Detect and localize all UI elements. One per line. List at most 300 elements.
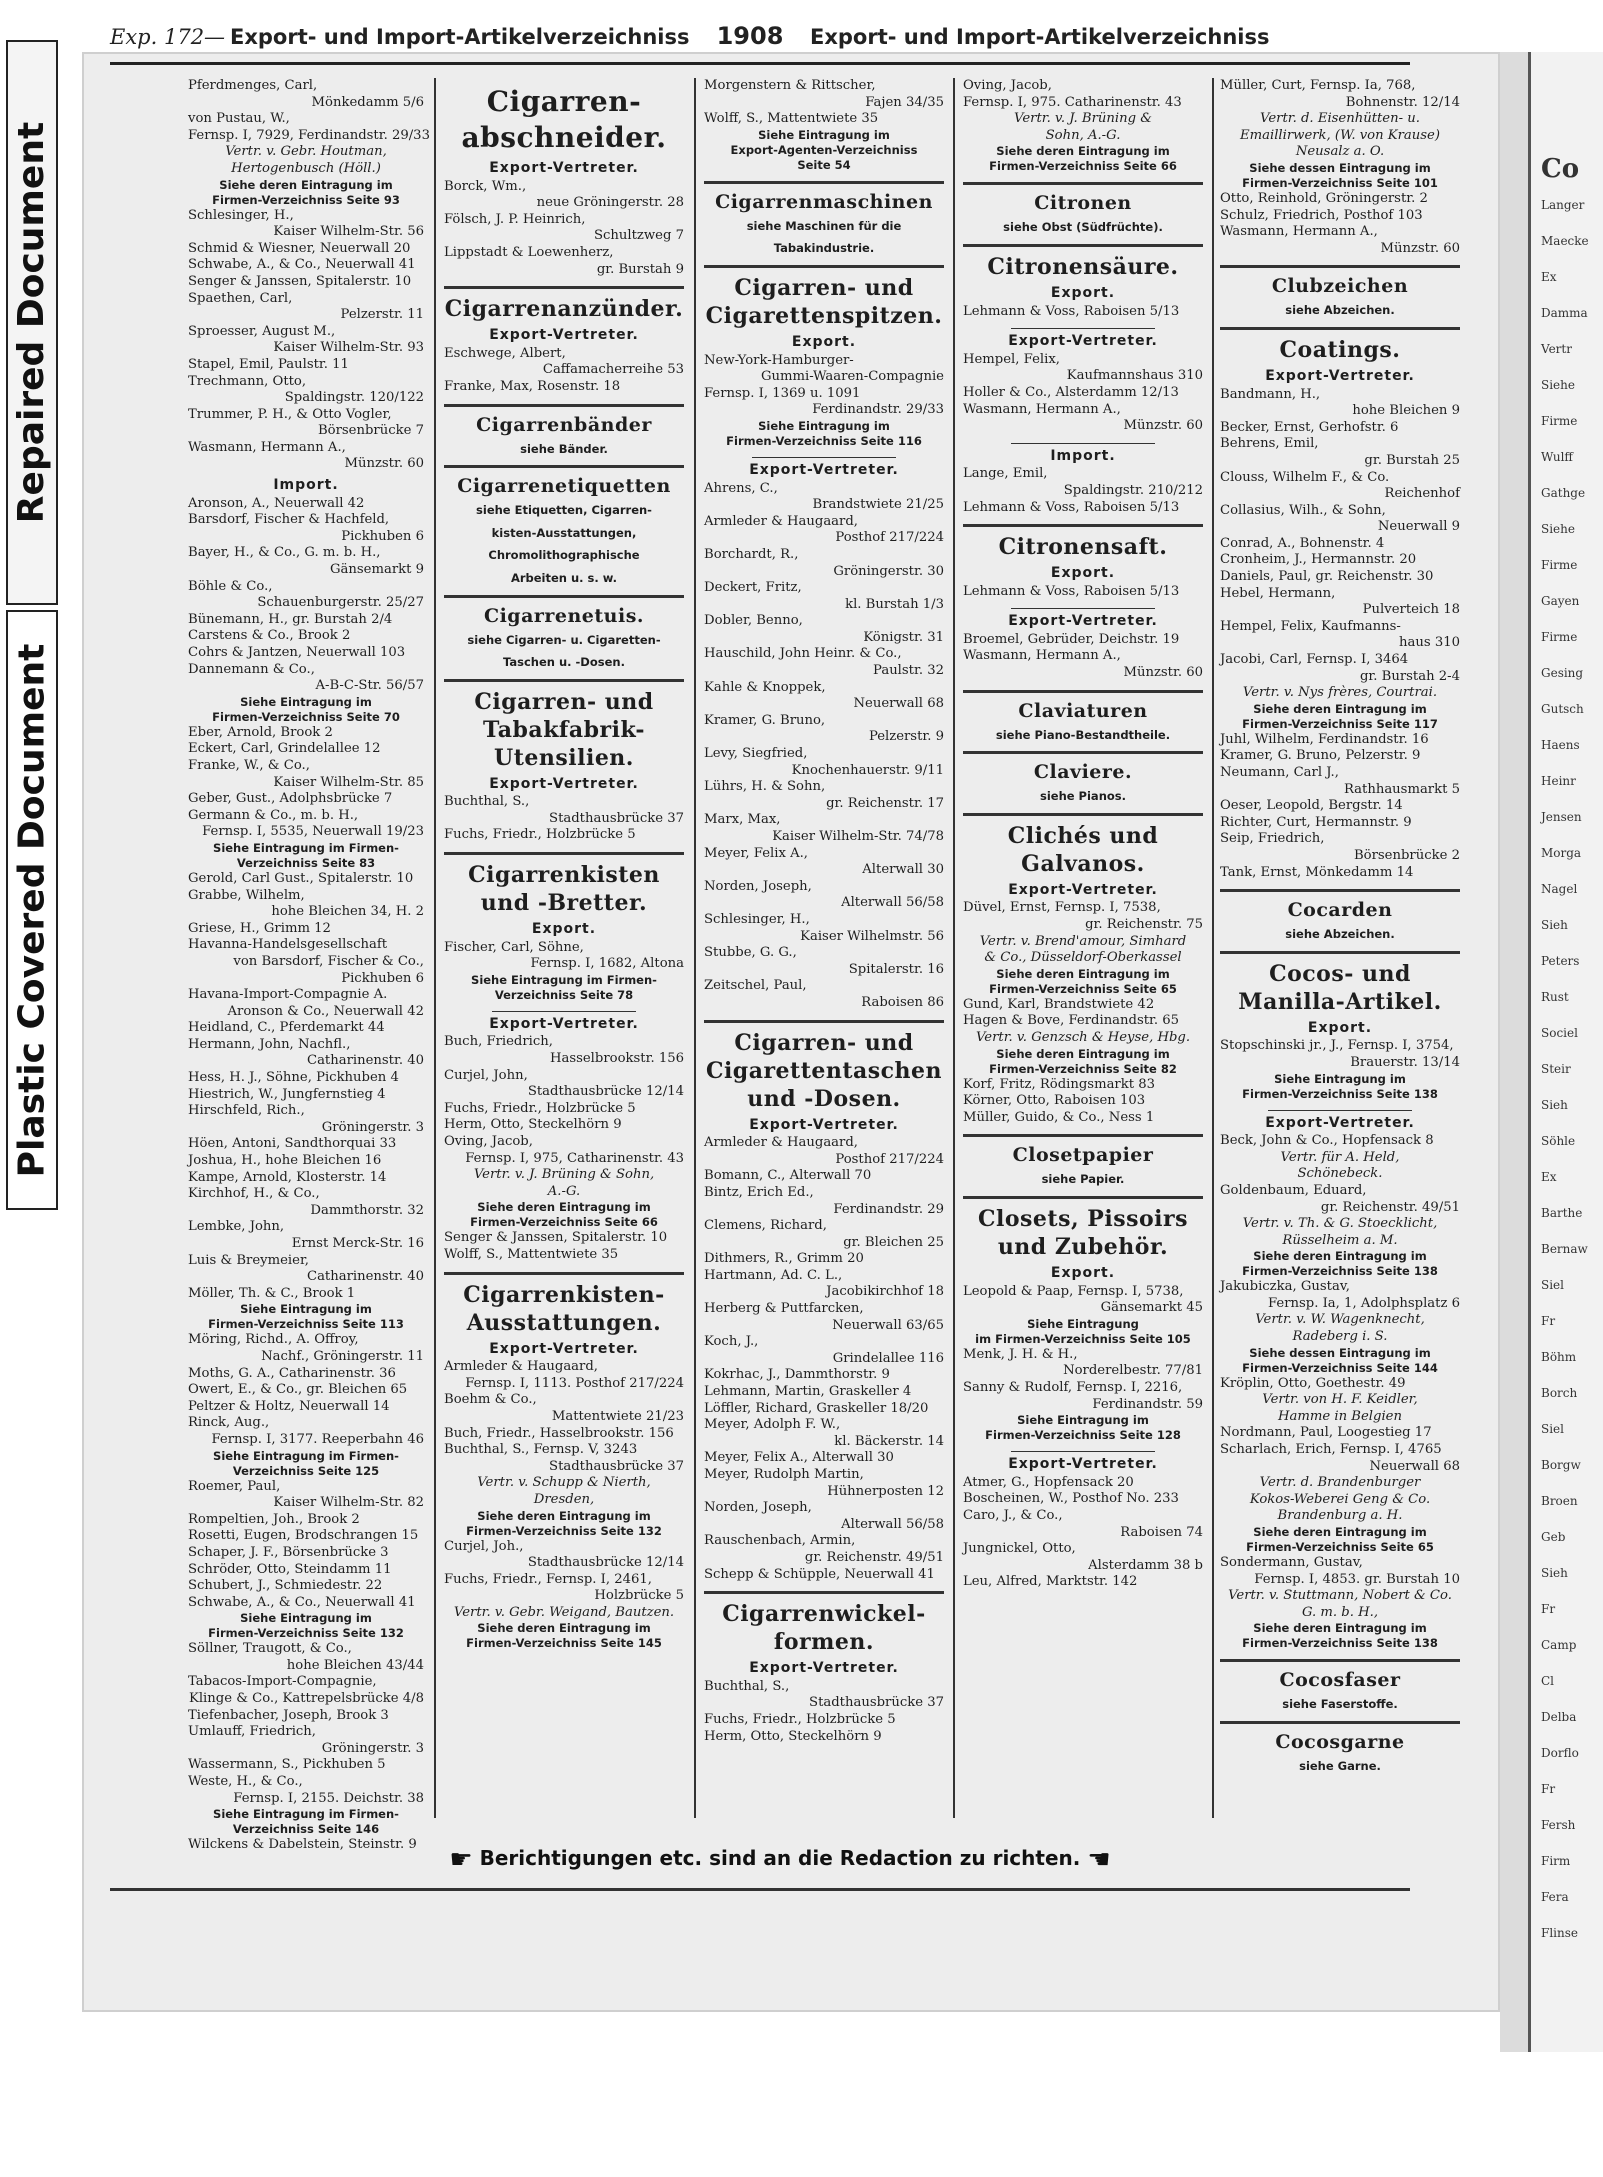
section-rule bbox=[444, 679, 684, 682]
see-also-note: Arbeiten u. s. w. bbox=[510, 570, 618, 585]
entry-line: Brauerstr. 13/14 bbox=[1350, 1054, 1460, 1070]
section-heading: Clubzeichen bbox=[1271, 275, 1409, 298]
adjacent-page-fragment: Dorflo bbox=[1541, 1746, 1579, 1760]
entry-line: Schlesinger, H., bbox=[704, 911, 810, 927]
entry-line: Armleder & Haugaard, bbox=[444, 1359, 598, 1375]
entry-line: Fernsp. I, 7929, Ferdinandstr. 29/33 bbox=[188, 127, 430, 143]
see-also-note: siehe Faserstoffe. bbox=[1282, 1697, 1398, 1712]
entry-line: Schröder, Otto, Steindamm 11 bbox=[188, 1561, 392, 1577]
adjacent-page-fragment: Ex bbox=[1541, 270, 1557, 284]
section-rule bbox=[444, 286, 684, 289]
entry-line: Wasmann, Hermann A., bbox=[188, 439, 346, 455]
entry-line: Kaufmannshaus 310 bbox=[1066, 368, 1203, 384]
entry-line: Firmen-Verzeichniss Seite 82 bbox=[989, 1061, 1177, 1076]
entry-line: Armleder & Haugaard, bbox=[704, 513, 858, 529]
adjacent-page-fragment: Cl bbox=[1541, 1674, 1555, 1688]
subsection-label: Export-Vertreter. bbox=[1008, 613, 1158, 630]
entry-line: Emaillirwerk, (W. von Krause) bbox=[1239, 127, 1441, 143]
short-rule bbox=[1011, 608, 1155, 609]
entry-line: Goldenbaum, Eduard, bbox=[1220, 1182, 1367, 1198]
section-rule bbox=[444, 595, 684, 598]
entry-line: Fernsp. I, 5535, Neuerwall 19/23 bbox=[202, 824, 424, 840]
entry-line: Ahrens, C., bbox=[704, 480, 778, 496]
entry-line: Düvel, Ernst, Fernsp. I, 7538, bbox=[963, 900, 1161, 916]
entry-line: Firmen-Verzeichniss Seite 66 bbox=[470, 1215, 658, 1230]
entry-line: Schönebeck. bbox=[1297, 1166, 1383, 1182]
entry-line: Caro, J., & Co., bbox=[963, 1507, 1063, 1523]
section-heading: Citronensäure. bbox=[987, 253, 1179, 280]
entry-line: haus 310 bbox=[1399, 635, 1460, 651]
adjacent-page-fragment: Böhm bbox=[1541, 1350, 1577, 1364]
section-heading: Cigarrenkisten-Ausstattungen. bbox=[463, 1281, 665, 1336]
section-heading: Cigarrenbänder bbox=[476, 413, 652, 436]
entry-line: Schwabe, A., & Co., Neuerwall 41 bbox=[188, 257, 416, 273]
entry-line: Bohnenstr. 12/14 bbox=[1345, 94, 1460, 110]
adjacent-page-fragment: Fera bbox=[1541, 1890, 1569, 1904]
section-heading: Cocos- und Manilla-Artikel. bbox=[1238, 960, 1442, 1015]
entry-line: Firmen-Verzeichniss Seite 144 bbox=[1242, 1360, 1438, 1375]
entry-line: Hess, H. J., Söhne, Pickhuben 4 bbox=[188, 1070, 399, 1086]
side-tabs bbox=[0, 40, 64, 2050]
adjacent-page-fragment: Maecke bbox=[1541, 234, 1589, 248]
entry-line: Aronson & Co., Neuerwall 42 bbox=[227, 1003, 424, 1019]
entry-line: gr. Reichenstr. 49/51 bbox=[804, 1549, 944, 1565]
adjacent-page-fragment: Vertr bbox=[1541, 342, 1572, 356]
entry-line: Fernsp. I, 3177. Reeperbahn 46 bbox=[211, 1431, 424, 1447]
entry-line: Schwabe, A., & Co., Neuerwall 41 bbox=[188, 1594, 416, 1610]
entry-line: Fuchs, Friedr., Fernsp. I, 2461, bbox=[444, 1571, 652, 1587]
section-heading: Cigarrenanzünder. bbox=[444, 296, 684, 323]
entry-line: Böhle & Co., bbox=[188, 578, 273, 594]
entry-line: Curjel, John, bbox=[444, 1067, 528, 1083]
see-also-note: siehe Pianos. bbox=[1039, 789, 1126, 804]
see-also-note: siehe Maschinen für die bbox=[746, 218, 902, 233]
entry-line: Höen, Antoni, Sandthorquai 33 bbox=[188, 1136, 397, 1152]
entry-line: gr. Burstah 2-4 bbox=[1359, 668, 1460, 684]
entry-line: Verzeichniss Seite 146 bbox=[232, 1822, 380, 1837]
entry-line: Siehe deren Eintragung im bbox=[996, 1046, 1170, 1061]
section-heading: Claviere. bbox=[1033, 761, 1133, 784]
entry-line: Aronson, A., Neuerwall 42 bbox=[188, 495, 365, 511]
entry-line: Fuchs, Friedr., Holzbrücke 5 bbox=[444, 1100, 636, 1116]
entry-line: Kahle & Knoppek, bbox=[704, 679, 826, 695]
entry-line: Oving, Jacob, bbox=[963, 78, 1052, 93]
adjacent-page-fragment: Gesing bbox=[1541, 666, 1584, 680]
entry-line: Sohn, A.-G. bbox=[1045, 127, 1121, 143]
adjacent-page-fragment: Sieh bbox=[1541, 1098, 1568, 1112]
entry-line: Catharinenstr. 40 bbox=[306, 1269, 424, 1285]
entry-line: Radeberg i. S. bbox=[1292, 1329, 1388, 1345]
entry-line: Herm, Otto, Steckelhörn 9 bbox=[704, 1728, 882, 1744]
section-rule bbox=[1220, 1659, 1460, 1662]
adjacent-page-fragment: Firme bbox=[1541, 414, 1578, 428]
see-also-note: Taschen u. -Dosen. bbox=[503, 655, 625, 670]
entry-line: neue Gröningerstr. 28 bbox=[536, 195, 684, 211]
entry-line: Leu, Alfred, Marktstr. 142 bbox=[963, 1574, 1138, 1590]
book-binding bbox=[1500, 52, 1528, 2052]
entry-line: Weste, H., & Co., bbox=[188, 1774, 303, 1790]
section-heading: Closetpapier bbox=[1012, 1144, 1154, 1167]
entry-line: Tank, Ernst, Mönkedamm 14 bbox=[1220, 864, 1414, 880]
entry-line: Siehe deren Eintragung im bbox=[1253, 1525, 1427, 1539]
see-also-note: siehe Piano-Bestandtheile. bbox=[995, 727, 1171, 742]
entry-line: Siehe deren Eintragung im bbox=[1253, 1249, 1427, 1264]
entry-line: Norden, Joseph, bbox=[704, 878, 812, 894]
entry-line: Luis & Breymeier, bbox=[188, 1252, 309, 1268]
section-rule bbox=[1220, 1721, 1460, 1724]
section-rule bbox=[704, 1591, 944, 1594]
entry-line: Stadthausbrücke 37 bbox=[549, 1458, 684, 1474]
subsection-label: Export-Vertreter. bbox=[1008, 1456, 1158, 1473]
entry-line: Firmen-Verzeichniss Seite 66 bbox=[989, 159, 1177, 174]
entry-line: Kaiser Wilhelmstr. 56 bbox=[800, 928, 944, 944]
section-rule bbox=[963, 751, 1203, 754]
entry-line: Richter, Curt, Hermannstr. 9 bbox=[1220, 814, 1412, 830]
section-rule bbox=[1220, 889, 1460, 892]
entry-line: Geber, Gust., Adolphsbrücke 7 bbox=[188, 791, 393, 807]
adjacent-page-fragment: Sieh bbox=[1541, 918, 1568, 932]
section-heading: Clichés und Galvanos. bbox=[1007, 822, 1159, 877]
entry-line: Jacobikirchhof 18 bbox=[826, 1284, 944, 1300]
entry-line: Fajen 34/35 bbox=[865, 94, 944, 110]
entry-line: Heidland, C., Pferdemarkt 44 bbox=[188, 1020, 385, 1036]
entry-line: G. m. b. H., bbox=[1301, 1604, 1379, 1620]
entry-line: Fernsp. I, 975. Catharinenstr. 43 bbox=[963, 94, 1182, 110]
entry-line: Meyer, Adolph F. W., bbox=[704, 1417, 841, 1433]
see-also-note: siehe Abzeichen. bbox=[1285, 927, 1395, 942]
entry-line: Tiefenbacher, Joseph, Brook 3 bbox=[188, 1707, 389, 1723]
entry-line: Export-Agenten-Verzeichniss bbox=[730, 142, 918, 157]
entry-line: Behrens, Emil, bbox=[1220, 436, 1319, 452]
entry-line: Catharinenstr. 40 bbox=[306, 1053, 424, 1069]
entry-line: Vertr. v. Gebr. Houtman, bbox=[225, 144, 387, 160]
footer-text: Berichtigungen etc. sind an die Redaction zu richten. bbox=[479, 1846, 1081, 1870]
entry-line: Pickhuben 6 bbox=[341, 970, 424, 986]
entry-line: Kampe, Arnold, Klosterstr. 14 bbox=[188, 1169, 387, 1185]
entry-line: Boehm & Co., bbox=[444, 1392, 537, 1408]
entry-line: Oeser, Leopold, Bergstr. 14 bbox=[1220, 798, 1403, 814]
entry-line: Senger & Janssen, Spitalerstr. 10 bbox=[444, 1230, 668, 1246]
entry-line: Wolff, S., Mattentwiete 35 bbox=[444, 1246, 619, 1262]
entry-line: Broemel, Gebrüder, Deichstr. 19 bbox=[963, 631, 1180, 647]
entry-line: Spaldingstr. 210/212 bbox=[1063, 482, 1203, 498]
entry-line: Beck, John & Co., Hopfensack 8 bbox=[1220, 1133, 1434, 1149]
entry-line: Dithmers, R., Grimm 20 bbox=[704, 1251, 864, 1267]
section-heading: Coatings. bbox=[1279, 336, 1401, 363]
entry-line: Fernsp. I, 2155. Deichstr. 38 bbox=[233, 1790, 424, 1806]
section-rule bbox=[963, 182, 1203, 185]
entry-line: Knochenhauerstr. 9/11 bbox=[791, 762, 944, 778]
entry-line: Sanny & Rudolf, Fernsp. I, 2216, bbox=[963, 1379, 1183, 1395]
entry-line: Siehe Eintragung im Firmen- bbox=[471, 972, 657, 987]
section-rule bbox=[704, 265, 944, 268]
entry-line: von Pustau, W., bbox=[188, 111, 290, 127]
entry-line: Trummer, P. H., & Otto Vogler, bbox=[188, 406, 392, 422]
see-also-note: siehe Etiquetten, Cigarren- bbox=[476, 503, 652, 518]
entry-line: im Firmen-Verzeichniss Seite 105 bbox=[975, 1331, 1191, 1346]
entry-line: Tabacos-Import-Compagnie, bbox=[188, 1674, 377, 1690]
adjacent-page-fragment: Bernaw bbox=[1541, 1242, 1588, 1256]
entry-line: Alterwall 56/58 bbox=[841, 1516, 944, 1532]
entry-line: Senger & Janssen, Spitalerstr. 10 bbox=[188, 273, 412, 289]
entry-line: Fernsp. I, 975, Catharinenstr. 43 bbox=[465, 1150, 684, 1166]
entry-line: Norden, Joseph, bbox=[704, 1500, 812, 1516]
section-rule bbox=[963, 524, 1203, 527]
section-heading: Closets, Pissoirs und Zubehör. bbox=[978, 1205, 1188, 1260]
entry-line: Müller, Guido, & Co., Ness 1 bbox=[963, 1109, 1155, 1125]
column-3 bbox=[704, 78, 944, 1816]
entry-line: Siehe deren Eintragung im bbox=[219, 177, 393, 192]
section-heading: Cocosfaser bbox=[1279, 1669, 1401, 1692]
adjacent-page-fragment: Fr bbox=[1541, 1602, 1556, 1616]
entry-line: Rinck, Aug., bbox=[188, 1415, 270, 1431]
entry-line: Vertr. für A. Held, bbox=[1280, 1149, 1400, 1165]
entry-line: Firmen-Verzeichniss Seite 65 bbox=[989, 981, 1177, 996]
entry-line: Kokos-Weberei Geng & Co. bbox=[1249, 1491, 1431, 1507]
entry-line: Hühnerposten 12 bbox=[827, 1483, 944, 1499]
adjacent-page-fragment: Firme bbox=[1541, 630, 1578, 644]
entry-line: Conrad, A., Bohnenstr. 4 bbox=[1220, 535, 1385, 551]
adjacent-page-fragment: Borgw bbox=[1541, 1458, 1581, 1472]
entry-line: Eckert, Carl, Grindelallee 12 bbox=[188, 741, 381, 757]
entry-line: Alterwall 56/58 bbox=[841, 895, 944, 911]
entry-line: Fernsp. I, 1369 u. 1091 bbox=[704, 385, 861, 401]
entry-line: Ferdinandstr. 59 bbox=[1092, 1396, 1203, 1412]
entry-line: Börsenbrücke 7 bbox=[317, 423, 424, 439]
entry-line: Buchthal, S., bbox=[444, 794, 530, 810]
entry-line: Spitalerstr. 16 bbox=[848, 961, 944, 977]
section-rule bbox=[444, 465, 684, 468]
entry-line: Scharlach, Erich, Fernsp. I, 4765 bbox=[1220, 1442, 1442, 1458]
section-heading: Cocarden bbox=[1287, 899, 1393, 922]
section-rule bbox=[444, 404, 684, 407]
entry-line: Buch, Friedr., Hasselbrookstr. 156 bbox=[444, 1425, 674, 1441]
entry-line: Hermann, John, Nachfl., bbox=[188, 1036, 351, 1052]
section-rule bbox=[1220, 327, 1460, 330]
entry-line: Curjel, Joh., bbox=[444, 1538, 524, 1554]
entry-line: Lührs, H. & Sohn, bbox=[704, 779, 826, 795]
entry-line: Holler & Co., Alsterdamm 12/13 bbox=[963, 384, 1179, 400]
tab-plastic-covered-document[interactable] bbox=[6, 610, 58, 1210]
entry-line: Havanna-Handelsgesellschaft bbox=[188, 937, 388, 953]
entry-line: Grabbe, Wilhelm, bbox=[188, 887, 305, 903]
entry-line: Siehe deren Eintragung im bbox=[477, 1621, 651, 1636]
adjacent-page-fragment: Flinse bbox=[1541, 1926, 1578, 1940]
entry-line: Meyer, Rudolph Martin, bbox=[704, 1467, 864, 1482]
entry-line: Firmen-Verzeichniss Seite 113 bbox=[208, 1317, 404, 1332]
entry-line: Barsdorf, Fischer & Hachfeld, bbox=[188, 512, 390, 528]
entry-line: Rathhausmarkt 5 bbox=[1343, 781, 1460, 797]
entry-line: Reichenhof bbox=[1384, 486, 1460, 502]
subsection-label: Export-Vertreter. bbox=[1008, 881, 1158, 898]
entry-line: Seip, Friedrich, bbox=[1220, 831, 1325, 847]
entry-line: Jacobi, Carl, Fernsp. I, 3464 bbox=[1220, 652, 1409, 668]
subsection-label: Export-Vertreter. bbox=[489, 1340, 639, 1357]
subsection-label: Export-Vertreter. bbox=[749, 1116, 899, 1133]
subsection-label: Export. bbox=[791, 333, 857, 350]
entry-line: Firmen-Verzeichniss Seite 132 bbox=[208, 1626, 404, 1641]
entry-line: Bünemann, H., gr. Burstah 2/4 bbox=[188, 611, 393, 627]
section-heading: Cigarren- und Tabakfabrik-Utensilien. bbox=[474, 688, 654, 771]
entry-line: Dresden, bbox=[533, 1491, 595, 1507]
entry-line: Vertr. v. J. Brüning & bbox=[1014, 111, 1152, 127]
entry-line: Grindelallee 116 bbox=[832, 1350, 944, 1366]
adjacent-page-fragment: Siel bbox=[1541, 1422, 1564, 1436]
short-rule bbox=[752, 457, 896, 458]
entry-line: Boscheinen, W., Posthof No. 233 bbox=[963, 1491, 1179, 1507]
entry-line: Gröningerstr. 3 bbox=[321, 1119, 424, 1135]
entry-line: Lange, Emil, bbox=[963, 466, 1048, 482]
short-rule bbox=[492, 1011, 636, 1012]
entry-line: Münzstr. 60 bbox=[1123, 418, 1203, 434]
entry-line: Siehe Eintragung bbox=[1027, 1316, 1139, 1331]
entry-line: Jakubiczka, Gustav, bbox=[1220, 1279, 1350, 1295]
entry-line: Körner, Otto, Raboisen 103 bbox=[963, 1093, 1146, 1109]
entry-line: Neusalz a. O. bbox=[1295, 144, 1385, 160]
entry-line: Siehe Eintragung im bbox=[1017, 1413, 1149, 1428]
entry-line: Stadthausbrücke 12/14 bbox=[527, 1084, 684, 1100]
adjacent-page-fragment: Geb bbox=[1541, 1530, 1566, 1544]
entry-line: Vertr. v. Th. & G. Stoecklicht, bbox=[1242, 1216, 1438, 1232]
entry-line: Stadthausbrücke 37 bbox=[549, 810, 684, 826]
adjacent-page-fragment: Firme bbox=[1541, 558, 1578, 572]
entry-line: Meyer, Felix A., Alterwall 30 bbox=[704, 1450, 894, 1466]
entry-line: A.-G. bbox=[547, 1183, 581, 1199]
entry-line: Pickhuben 6 bbox=[341, 528, 424, 544]
entry-line: Schulz, Friedrich, Posthof 103 bbox=[1220, 207, 1423, 223]
entry-line: Verzeichniss Seite 83 bbox=[236, 855, 376, 870]
entry-line: Bayer, H., & Co., G. m. b. H., bbox=[188, 545, 381, 561]
entry-line: Vertr. v. J. Brüning & Sohn, bbox=[473, 1167, 655, 1183]
entry-line: Gerold, Carl Gust., Spitalerstr. 10 bbox=[188, 870, 414, 886]
entry-line: Mönkedamm 5/6 bbox=[311, 94, 424, 110]
entry-line: New-York-Hamburger- bbox=[704, 352, 854, 368]
column-divider bbox=[1212, 78, 1214, 1818]
entry-line: Brandenburg a. H. bbox=[1277, 1508, 1403, 1524]
entry-line: Wasmann, Hermann A., bbox=[963, 648, 1121, 664]
section-heading: Cocosgarne bbox=[1275, 1730, 1405, 1753]
entry-line: gr. Reichenstr. 49/51 bbox=[1320, 1199, 1460, 1215]
entry-line: Schultzweg 7 bbox=[594, 228, 684, 244]
entry-line: Hagen & Bove, Ferdinandstr. 65 bbox=[963, 1013, 1180, 1029]
entry-line: Lehmann & Voss, Raboisen 5/13 bbox=[963, 583, 1180, 599]
adjacent-page-fragment: Fersh bbox=[1541, 1818, 1576, 1832]
entry-line: Firmen-Verzeichniss Seite 145 bbox=[466, 1636, 662, 1651]
entry-line: Alsterdamm 38 b bbox=[1088, 1557, 1203, 1573]
adjacent-page-fragment: Borch bbox=[1541, 1386, 1578, 1400]
adjacent-page-fragment: Sociel bbox=[1541, 1026, 1578, 1040]
entry-line: Hertogenbusch (Höll.) bbox=[231, 160, 381, 176]
entry-line: Zeitschel, Paul, bbox=[704, 978, 807, 994]
see-also-note: siehe Obst (Südfrüchte). bbox=[1003, 220, 1163, 235]
adjacent-page-fragment: Damma bbox=[1541, 306, 1588, 320]
entry-line: Dobler, Benno, bbox=[704, 613, 803, 629]
see-also-note: siehe Garne. bbox=[1299, 1758, 1381, 1773]
entry-line: Siehe Eintragung im bbox=[240, 1302, 372, 1317]
entry-line: Siehe deren Eintragung im bbox=[477, 1200, 651, 1215]
page-header bbox=[110, 22, 1400, 62]
entry-line: Levy, Siegfried, bbox=[704, 746, 808, 762]
entry-line: Leopold & Paap, Fernsp. I, 5738, bbox=[963, 1283, 1184, 1299]
entry-line: Kaiser Wilhelm-Str. 82 bbox=[273, 1495, 424, 1511]
adjacent-page-fragment: Siel bbox=[1541, 1278, 1564, 1292]
subsection-label: Import. bbox=[1050, 447, 1116, 464]
adjacent-page-fragment: Siehe bbox=[1541, 522, 1575, 536]
entry-line: Firmen-Verzeichniss Seite 138 bbox=[1242, 1086, 1438, 1101]
entry-line: Bintz, Erich Ed., bbox=[704, 1184, 814, 1200]
entry-line: Armleder & Haugaard, bbox=[704, 1135, 858, 1151]
adjacent-page-fragment: Ex bbox=[1541, 1170, 1557, 1184]
entry-line: Fölsch, J. P. Heinrich, bbox=[444, 211, 586, 227]
entry-line: Kaiser Wilhelm-Str. 74/78 bbox=[772, 829, 944, 844]
see-also-note: Tabakindustrie. bbox=[773, 241, 875, 256]
entry-line: Kaiser Wilhelm-Str. 85 bbox=[273, 774, 424, 790]
entry-line: Becker, Ernst, Gerhofstr. 6 bbox=[1220, 419, 1399, 435]
subsection-label: Export. bbox=[1050, 565, 1116, 582]
entry-line: Ferdinandstr. 29/33 bbox=[812, 402, 944, 418]
entry-line: Norderelbestr. 77/81 bbox=[1063, 1363, 1203, 1379]
entry-line: Neuerwall 68 bbox=[853, 696, 944, 712]
entry-line: Siehe dessen Eintragung im bbox=[1249, 1345, 1431, 1360]
section-rule bbox=[1220, 951, 1460, 954]
adjacent-page-fragment: Fr bbox=[1541, 1314, 1556, 1328]
entry-line: Firmen-Verzeichniss Seite 70 bbox=[212, 709, 400, 724]
entry-line: Firmen-Verzeichniss Seite 65 bbox=[1246, 1540, 1434, 1554]
subsection-label: Export-Vertreter. bbox=[1265, 367, 1415, 384]
entry-line: Posthof 217/224 bbox=[835, 530, 944, 546]
entry-line: Gröningerstr. 3 bbox=[321, 1740, 424, 1756]
entry-line: Wassermann, S., Pickhuben 5 bbox=[188, 1757, 386, 1773]
section-rule bbox=[963, 813, 1203, 816]
footer-rule bbox=[110, 1888, 1410, 1891]
adjacent-page-fragment: Söhle bbox=[1541, 1134, 1576, 1148]
entry-line: Verzeichniss Seite 125 bbox=[232, 1463, 380, 1478]
entry-line: Gänsemarkt 9 bbox=[329, 562, 424, 578]
column-divider bbox=[694, 78, 696, 1818]
entry-line: Stadthausbrücke 12/14 bbox=[527, 1555, 684, 1571]
entry-line: Ernst Merck-Str. 16 bbox=[291, 1236, 424, 1251]
pointing-hand-right-icon: ☚ bbox=[1087, 1845, 1111, 1875]
entry-line: Hasselbrookstr. 156 bbox=[549, 1051, 684, 1067]
see-also-note: siehe Cigarren- u. Cigaretten- bbox=[467, 632, 661, 647]
tab-repaired-document[interactable] bbox=[6, 40, 58, 605]
entry-line: Siehe Eintragung im bbox=[240, 1611, 372, 1626]
entry-line: Caffamacherreihe 53 bbox=[542, 362, 684, 378]
entry-line: Söllner, Traugott, & Co., bbox=[188, 1641, 352, 1657]
entry-line: Franke, Max, Rosenstr. 18 bbox=[444, 378, 621, 394]
entry-line: Möller, Th. & C., Brook 1 bbox=[188, 1285, 356, 1301]
adjacent-page-edge bbox=[1528, 52, 1603, 2052]
entry-line: gr. Burstah 9 bbox=[596, 261, 684, 277]
adjacent-page-fragment: Wulff bbox=[1541, 450, 1573, 464]
adjacent-page-fragment: Fr bbox=[1541, 1782, 1556, 1796]
adjacent-page-fragment: Steir bbox=[1541, 1062, 1571, 1076]
adjacent-page-fragment: Siehe bbox=[1541, 378, 1575, 392]
section-heading: Cigarrenmaschinen bbox=[715, 190, 933, 213]
entry-line: Borchardt, R., bbox=[704, 546, 799, 562]
entry-line: Möring, Richd., A. Offroy, bbox=[188, 1332, 359, 1348]
entry-line: Neuerwall 63/65 bbox=[832, 1317, 944, 1333]
entry-line: Siehe deren Eintragung im bbox=[996, 966, 1170, 981]
entry-line: Herberg & Puttfarcken, bbox=[704, 1301, 864, 1317]
see-also-note: siehe Bänder. bbox=[520, 441, 608, 456]
entry-line: Hiestrich, W., Jungfernstieg 4 bbox=[188, 1086, 386, 1102]
entry-line: Vertr. d. Brandenburger bbox=[1259, 1475, 1421, 1491]
section-rule bbox=[963, 690, 1203, 693]
entry-line: Hempel, Felix, Kaufmanns- bbox=[1220, 618, 1401, 634]
entry-line: Lehmann & Voss, Raboisen 5/13 bbox=[963, 303, 1180, 319]
entry-line: Franke, W., & Co., bbox=[188, 757, 310, 773]
